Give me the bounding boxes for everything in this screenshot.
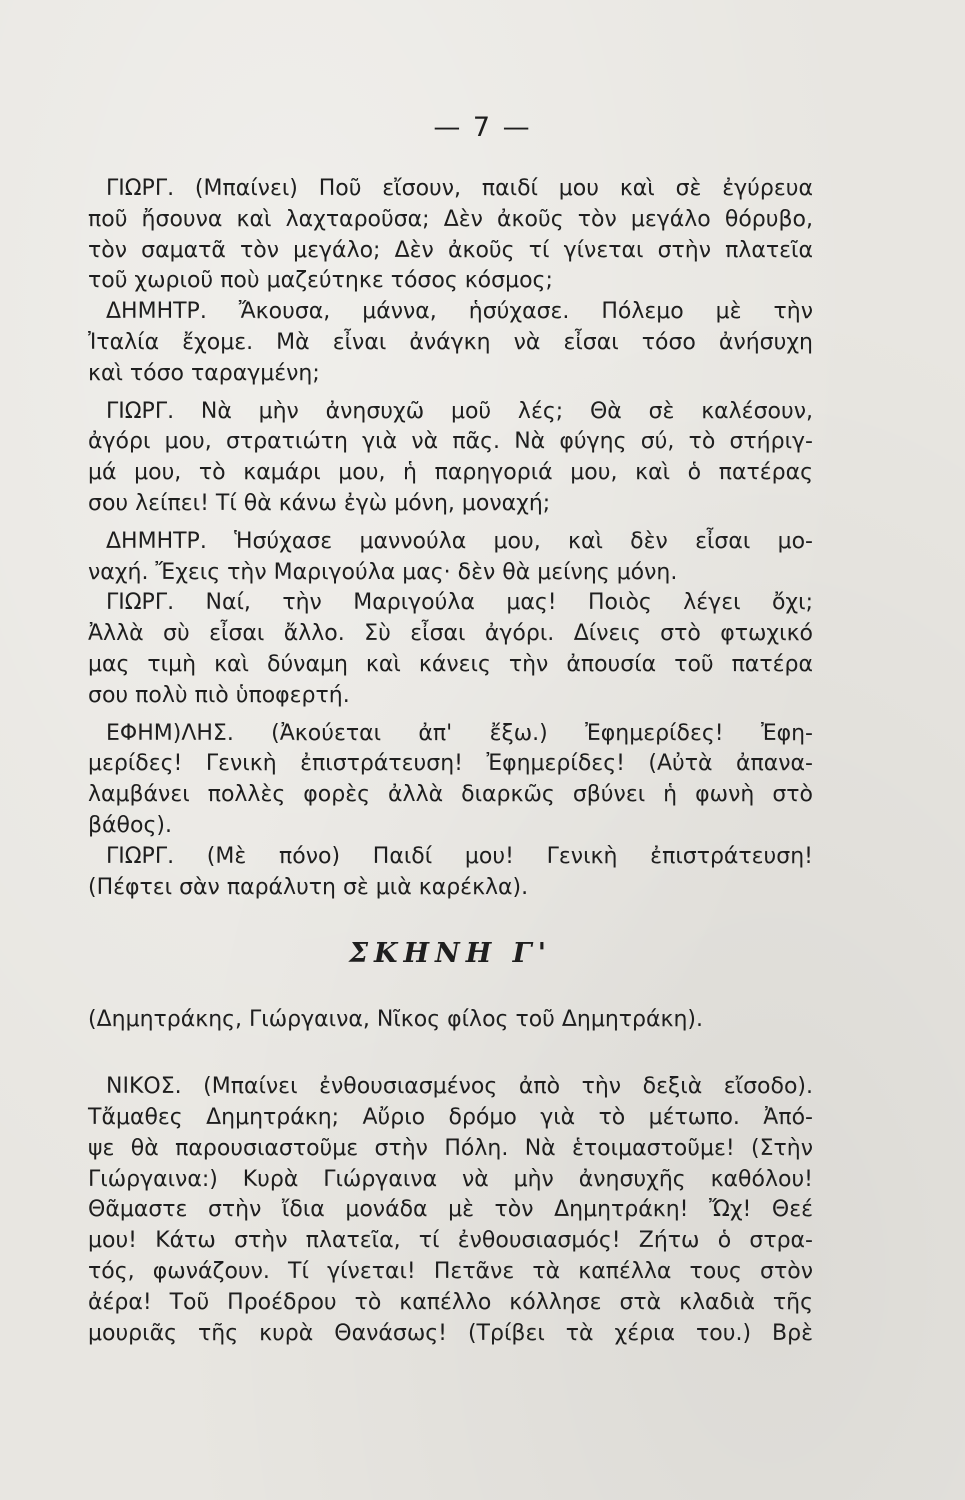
text-line: σου λείπει! Τί θὰ κάνω ἐγὼ μόνη, μοναχή; [88, 490, 551, 516]
scene-title: ΣΚΗΝΗ Γ' [348, 938, 553, 970]
text-line: ΓΙΩΡΓ. Ναί, τὴν Μαριγούλα μας! Ποιὸς λέγει ὄχι; [106, 590, 813, 616]
text-line: Τἄμαθες Δημητράκη; Αὔριο δρόμο γιὰ τὸ μέτωπο. Ἀπό- [88, 1104, 813, 1130]
text-line: μουριᾶς τῆς κυρὰ Θανάσως! (Τρίβει τὰ χέρια του.) Βρὲ [88, 1320, 813, 1346]
text-line: Θᾶμαστε στὴν ἴδια μονάδα μὲ τὸν Δημητράκη! Ὤχ! Θεέ [88, 1197, 813, 1223]
text-line: τὸν σαματᾶ τὸν μεγάλο; Δὲν ἀκοῦς τί γίνεται στὴν πλατεῖα [88, 237, 813, 263]
text-line: ΓΙΩΡΓ. (Μπαίνει) Ποῦ εἴσουν, παιδί μου καὶ σὲ ἐγύρευα [106, 176, 813, 201]
text-line: σου πολὺ πιὸ ὑποφερτή. [88, 682, 350, 708]
text-line: ἀέρα! Τοῦ Προέδρου τὸ καπέλλο κόλλησε στὰ κλαδιὰ τῆς [88, 1289, 813, 1315]
text-line: ναχή. Ἔχεις τὴν Μαριγούλα μας· δὲν θὰ μείνης μόνη. [88, 559, 678, 585]
text-line: ποῦ ἤσουνα καὶ λαχταροῦσα; Δὲν ἀκοῦς τὸν μεγάλο θόρυβο, [88, 206, 813, 232]
text-line: (Πέφτει σὰν παράλυτη σὲ μιὰ καρέκλα). [88, 874, 529, 900]
text-line: ΔΗΜΗΤΡ. Ἡσύχασε μαννούλα μου, καὶ δὲν εἶσαι μο- [106, 528, 813, 554]
text-line: τοῦ χωριοῦ ποὺ μαζεύτηκε τόσος κόσμος; [88, 268, 553, 294]
text-line: ΓΙΩΡΓ. (Μὲ πόνο) Παιδί μου! Γενικὴ ἐπιστράτευση! [106, 843, 813, 869]
text-line: μά μου, τὸ καμάρι μου, ἡ παρηγοριά μου, καὶ ὁ πατέρας [88, 460, 813, 486]
text-line: μου! Κάτω στὴν πλατεῖα, τί ἐνθουσιασμός! Ζήτω ὁ στρα- [88, 1228, 813, 1254]
text-line: Γιώργαινα:) Κυρὰ Γιώργαινα νὰ μὴν ἀνησυχῆς καθόλου! [88, 1166, 813, 1192]
text-line: ΔΗΜΗΤΡ. Ἄκουσα, μάννα, ἡσύχασε. Πόλεμο μὲ τὴν [106, 299, 813, 325]
page-number: — 7 — [433, 112, 532, 143]
text-line: λαμβάνει πολλὲς φορὲς ἀλλὰ διαρκῶς σβύνει ἡ φωνὴ στὸ [88, 782, 813, 808]
text-line: ΓΙΩΡΓ. Νὰ μὴν ἀνησυχῶ μοῦ λές; Θὰ σὲ καλέσουν, [106, 398, 813, 424]
text-line: τός, φωνάζουν. Τί γίνεται! Πετᾶνε τὰ καπέλλα τους στὸν [88, 1258, 813, 1284]
text-line: ψε θὰ παρουσιαστοῦμε στὴν Πόλη. Νὰ ἑτοιμαστοῦμε! (Στὴν [88, 1135, 813, 1161]
text-body [88, 174, 813, 1349]
text-line: Ἰταλία ἔχομε. Μὰ εἶναι ἀνάγκη νὰ εἶσαι τόσο ἀνήσυχη [88, 329, 813, 355]
text-line: καὶ τόσο ταραγμένη; [88, 360, 320, 386]
cast-list: (Δημητράκης, Γιώργαινα, Νῖκος φίλος τοῦ Δημητράκη). [88, 1007, 704, 1033]
text-line: ἀγόρι μου, στρατιώτη γιὰ νὰ πᾶς. Νὰ φύγης σύ, τὸ στήριγ- [88, 429, 813, 455]
text-line: ΕΦΗΜ)ΛΗΣ. (Ἀκούεται ἀπ' ἔξω.) Ἐφημερίδες! Ἐφη- [106, 720, 813, 746]
text-line: ΝΙΚΟΣ. (Μπαίνει ἐνθουσιασμένος ἀπὸ τὴν δεξιὰ εἴσοδο). [106, 1074, 813, 1100]
text-line: Ἀλλὰ σὺ εἶσαι ἄλλο. Σὺ εἶσαι ἀγόρι. Δίνεις στὸ φτωχικό [88, 621, 813, 647]
text-line: μας τιμὴ καὶ δύναμη καὶ κάνεις τὴν ἀπουσία τοῦ πατέρα [88, 651, 813, 677]
text-line: βάθος). [88, 812, 172, 838]
text-line: μερίδες! Γενικὴ ἐπιστράτευση! Ἐφημερίδες! (Αὐτὰ ἀπανα- [88, 751, 813, 777]
